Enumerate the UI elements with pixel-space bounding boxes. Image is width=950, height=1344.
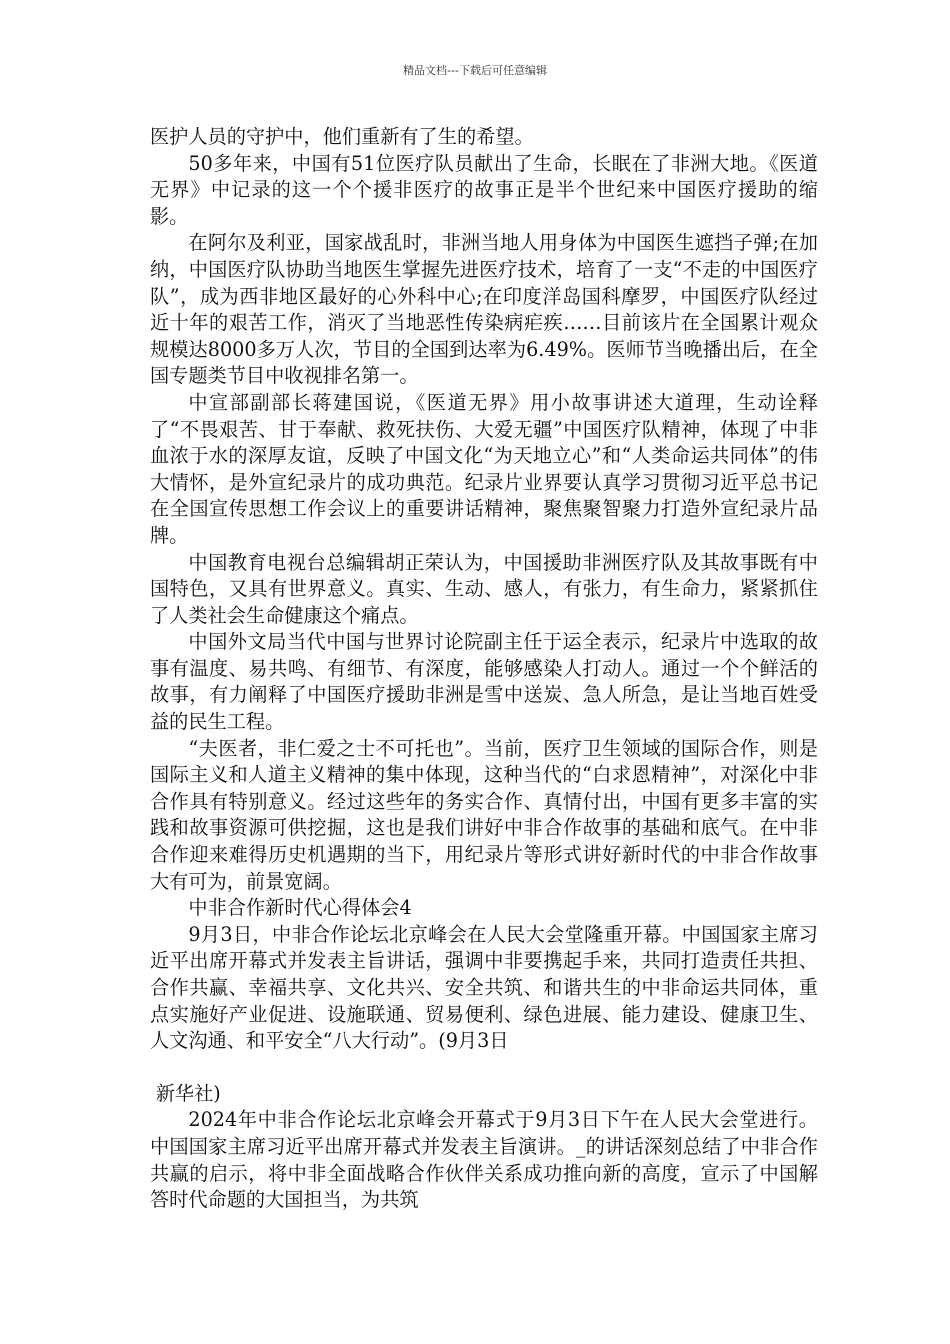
page-header: 精品文档---下载后可任意编辑 xyxy=(403,64,547,77)
paragraph-5: 中国教育电视台总编辑胡正荣认为，中国援助非洲医疗队及其故事既有中国特色，又具有世界意义。真实、生动、感人，有张力，有生命力，紧紧抓住了人类社会生命健康这个痛点。 xyxy=(150,550,818,627)
paragraph-3: 在阿尔及利亚，国家战乱时，非洲当地人用身体为中国医生遮挡子弹;在加纳，中国医疗队协助当地医生掌握先进医疗技术，培育了一支“不走的中国医疗队”，成为西非地区最好的心外科中心;在印度洋岛国科摩罗，中国医疗队经过近十年的艰苦工作，消灭了当地恶性传染病疟疾……目前该片在全国累计观众规模达8000多万人次，节目的全国到达率为6.49%。医师节当晚播出后，在全国专题类节目中收视排名第一。 xyxy=(150,231,818,388)
continuation-line: 新华社) xyxy=(155,1081,221,1105)
line-gap xyxy=(150,1055,818,1081)
paragraph-8: 9月3日，中非合作论坛北京峰会在人民大会堂隆重开幕。中国国家主席习近平出席开幕式并发表主旨讲话，强调中非要携起手来，共同打造责任共担、合作共赢、幸福共享、文化共兴、安全共筑、和谐共生的中非命运共同体，重点实施好产业促进、设施联通、贸易便利、绿色进展、能力建设、健康卫生、人文沟通、和平安全“八大行动”。(9月3日 xyxy=(150,922,818,1053)
paragraph-4: 中宣部副部长蒋建国说，《医道无界》用小故事讲述大道理，生动诠释了“不畏艰苦、甘于奉献、救死扶伤、大爱无疆”中国医疗队精神，体现了中非血浓于水的深厚友谊，反映了中国文化“为天地立心”和“人类命运共同体”的伟大情怀，是外宣纪录片的成功典范。纪录片业界要认真学习贯彻习近平总书记在全国宣传思想工作会议上的重要讲话精神，聚焦聚智聚力打造外宣纪录片品牌。 xyxy=(150,390,818,547)
paragraph-1: 医护人员的守护中，他们重新有了生的希望。 xyxy=(150,125,534,148)
paragraph-9: 2024年中非合作论坛北京峰会开幕式于9月3日下午在人民大会堂进行。中国国家主席习近平出席开幕式并发表主旨演讲。_的讲话深刻总结了中非合作共赢的启示，将中非全面战略合作伙伴关系成功推向新的高度，宣示了中国解答时代命题的大国担当，为共筑 xyxy=(150,1108,818,1212)
section-heading: 中非合作新时代心得体会4 xyxy=(188,896,412,920)
paragraph-7: “夫医者，非仁爱之士不可托也”。当前，医疗卫生领域的国际合作，则是国际主义和人道主义精神的集中体现，这种当代的“白求恩精神”，对深化中非合作具有特别意义。经过这些年的务实合作、真情付出，中国有更多丰富的实践和故事资源可供挖掘，这也是我们讲好中非合作故事的基础和底气。在中非合作迎来难得历史机遇期的当下，用纪录片等形式讲好新时代的中非合作故事大有可为，前景宽阔。 xyxy=(150,736,818,893)
paragraph-6: 中国外文局当代中国与世界讨论院副主任于运全表示，纪录片中选取的故事有温度、易共鸣、有细节、有深度，能够感染人打动人。通过一个个鲜活的故事，有力阐释了中国医疗援助非洲是雪中送炭、急人所急，是让当地百姓受益的民生工程。 xyxy=(150,630,818,734)
paragraph-2: 50多年来，中国有51位医疗队员献出了生命，长眠在了非洲大地。《医道无界》中记录的这一个个援非医疗的故事正是半个世纪来中国医疗援助的缩影。 xyxy=(150,151,818,228)
document-body xyxy=(150,124,818,1214)
